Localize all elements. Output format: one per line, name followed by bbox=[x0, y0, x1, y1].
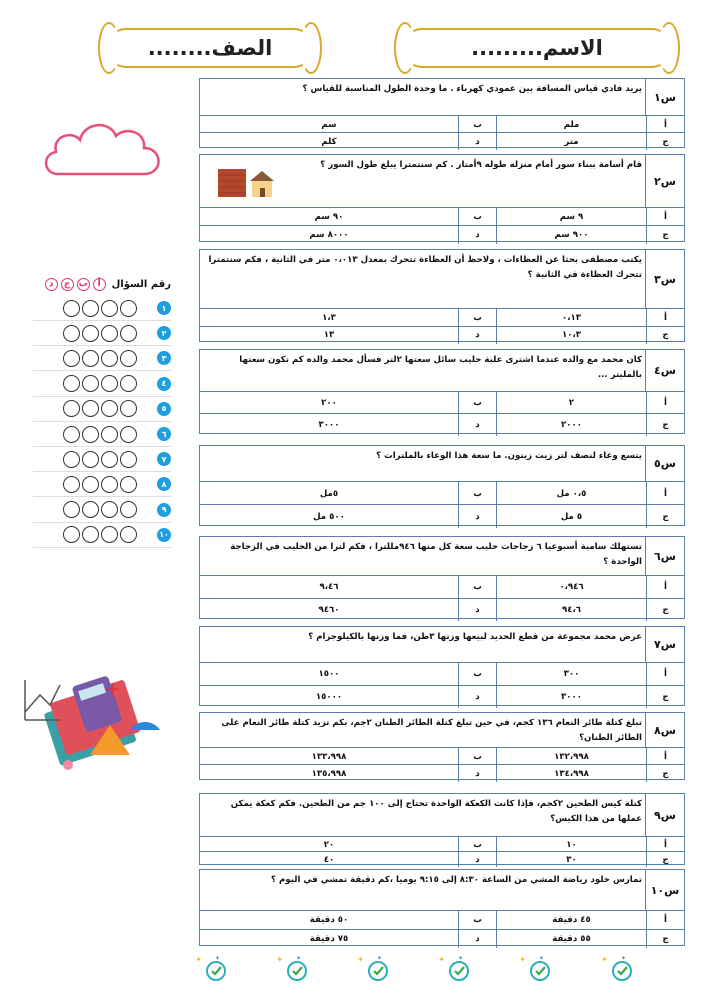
answer-bubble[interactable] bbox=[82, 476, 99, 493]
answer-bubble[interactable] bbox=[101, 350, 118, 367]
option-label: أ bbox=[646, 116, 684, 133]
house-wall-icon bbox=[218, 161, 278, 201]
question-text: يتسع وعاء لنصف لتر زيت زيتون. ما سعة هذا الوعاء بالملترات ؟ bbox=[376, 451, 642, 461]
option-label: ب bbox=[458, 309, 496, 327]
answer-sheet-row bbox=[33, 447, 171, 472]
option-d[interactable]: ٨٠٠٠ سم bbox=[309, 230, 349, 240]
answer-bubble[interactable] bbox=[101, 451, 118, 468]
svg-text:✦: ✦ bbox=[538, 955, 544, 962]
option-label: أ bbox=[646, 208, 684, 226]
answer-sheet-row bbox=[33, 346, 171, 371]
option-c[interactable]: ٣٠٠٠ bbox=[496, 686, 646, 709]
option-label: أ bbox=[646, 911, 684, 930]
question-box bbox=[199, 349, 685, 434]
letter-b-circle: ب bbox=[78, 279, 88, 289]
answer-sheet-row bbox=[33, 472, 171, 497]
answer-bubble[interactable] bbox=[120, 476, 137, 493]
answer-bubble[interactable] bbox=[101, 426, 118, 443]
option-a[interactable]: ١٣٢،٩٩٨ bbox=[496, 748, 646, 765]
option-label: ج bbox=[646, 686, 684, 709]
question-text: يريد فادي قياس المسافة بين عمودي كهرباء . ما وحدة الطول المناسبة للقياس ؟ bbox=[302, 84, 642, 94]
option-label: ب bbox=[458, 576, 496, 599]
answer-bubble[interactable] bbox=[63, 426, 80, 443]
option-label: ج bbox=[646, 599, 684, 622]
option-label: أ bbox=[646, 748, 684, 765]
answer-sheet-row bbox=[33, 296, 171, 321]
answer-bubble[interactable] bbox=[82, 350, 99, 367]
answer-row bbox=[200, 910, 684, 930]
answer-bubble[interactable] bbox=[120, 375, 137, 392]
question-text: كان محمد مع والده عندما اشترى علبة حليب سائل سعتها ٢لتر فسأل محمد والده كم تكون سعتها بالمليتر ... bbox=[239, 355, 642, 380]
option-c[interactable]: ٥ مل bbox=[496, 505, 646, 528]
class-field-frame bbox=[108, 28, 312, 68]
option-label: د bbox=[458, 765, 496, 782]
svg-text:✦: ✦ bbox=[438, 955, 445, 964]
answer-bubble[interactable] bbox=[63, 526, 80, 543]
question-text: قام أسامة ببناء سور أمام منزله طوله ٩أمتار . كم سنتمترا يبلغ طول السور ؟ bbox=[320, 160, 642, 170]
answer-row bbox=[200, 929, 684, 949]
question-text: كتلة كيس الطحين ٢كجم، فإذا كانت الكعكة الواحدة تحتاج إلى ١٠٠ جم من الطحين. فكم كعكة يمكن عملها من هذا الكيس؟ bbox=[230, 799, 642, 824]
answer-bubble[interactable] bbox=[101, 375, 118, 392]
answer-row bbox=[200, 481, 684, 505]
option-label: د bbox=[458, 686, 496, 709]
option-a[interactable]: ٠،٩٤٦ bbox=[496, 576, 646, 599]
svg-text:+: + bbox=[104, 679, 120, 700]
option-c[interactable]: ٣٠ bbox=[496, 852, 646, 867]
question-number: س٦ bbox=[645, 537, 684, 575]
question-box bbox=[199, 536, 685, 619]
answer-sheet-row bbox=[33, 422, 171, 447]
answer-row bbox=[200, 504, 684, 528]
question-number: س٩ bbox=[645, 794, 684, 836]
svg-text:✦: ✦ bbox=[276, 955, 283, 964]
option-c[interactable]: ٥٥ دقيقة bbox=[496, 930, 646, 949]
option-label: ب bbox=[458, 208, 496, 226]
option-label: ج bbox=[646, 505, 684, 528]
option-c[interactable]: ٩٤،٦ bbox=[496, 599, 646, 622]
question-number-badge: ١ bbox=[157, 301, 171, 315]
question-number: س٣ bbox=[645, 250, 684, 308]
question-text: تستهلك سامية أسبوعيا ٦ زجاجات حليب سعة كل منها ٩٤٦مللترا ، فكم لترا من الحليب في الزجاجة الواحدة ؟ bbox=[230, 542, 642, 567]
answer-bubble[interactable] bbox=[101, 400, 118, 417]
answer-bubble[interactable] bbox=[82, 375, 99, 392]
answer-bubble[interactable] bbox=[101, 325, 118, 342]
question-number: س٤ bbox=[645, 350, 684, 391]
option-a[interactable]: ٤٥ دقيقة bbox=[496, 911, 646, 930]
option-label: د bbox=[458, 599, 496, 622]
question-box bbox=[199, 249, 685, 342]
question-number: س٨ bbox=[645, 713, 684, 747]
option-d[interactable]: ٩٤٦٠ bbox=[318, 604, 340, 615]
option-b[interactable]: ١٥٠٠ bbox=[318, 669, 340, 680]
question-number-badge: ٤ bbox=[157, 377, 171, 391]
class-label: الصف........ bbox=[147, 36, 273, 60]
option-label: د bbox=[458, 133, 496, 150]
svg-text:✦: ✦ bbox=[357, 955, 364, 964]
option-label: ج bbox=[646, 765, 684, 782]
question-number: س١٠ bbox=[645, 870, 684, 910]
option-label: ج bbox=[646, 414, 684, 436]
option-b[interactable]: ١،٣ bbox=[322, 312, 336, 323]
option-a[interactable]: ٣٠٠ bbox=[496, 663, 646, 686]
cloud-icon bbox=[38, 112, 168, 192]
answer-sheet-header bbox=[33, 276, 171, 292]
option-b[interactable]: ٩٠ سم bbox=[314, 212, 344, 222]
option-d[interactable]: ١٣٥،٩٩٨ bbox=[311, 768, 347, 779]
answer-bubble[interactable] bbox=[101, 501, 118, 518]
answer-row bbox=[200, 598, 684, 622]
question-number-badge: ٩ bbox=[157, 503, 171, 517]
option-a[interactable]: ٠،٥ مل bbox=[496, 482, 646, 505]
option-label: ب bbox=[458, 837, 496, 852]
answer-bubble[interactable] bbox=[120, 400, 137, 417]
question-number-badge: ٢ bbox=[157, 326, 171, 340]
svg-text:✦: ✦ bbox=[295, 955, 301, 962]
option-label: ج bbox=[646, 852, 684, 867]
answer-row bbox=[200, 207, 684, 226]
answer-bubble[interactable] bbox=[101, 300, 118, 317]
answer-sheet-title: رقم السؤال bbox=[111, 278, 171, 290]
answer-bubble[interactable] bbox=[63, 325, 80, 342]
answer-bubble[interactable] bbox=[120, 426, 137, 443]
answer-row bbox=[200, 326, 684, 345]
option-d[interactable]: ١٥٠٠٠ bbox=[315, 691, 343, 702]
answer-bubble[interactable] bbox=[63, 300, 80, 317]
answer-row bbox=[200, 413, 684, 436]
answer-row bbox=[200, 747, 684, 765]
question-box bbox=[199, 626, 685, 706]
answer-bubble[interactable] bbox=[82, 300, 99, 317]
answer-sheet-row bbox=[33, 523, 171, 548]
option-d[interactable]: ٧٥ دقيقة bbox=[309, 933, 349, 944]
letter-c-circle: ج bbox=[61, 278, 74, 291]
option-label: أ bbox=[646, 392, 684, 414]
answer-bubble[interactable] bbox=[63, 375, 80, 392]
answer-bubble[interactable] bbox=[120, 300, 137, 317]
answer-row bbox=[200, 662, 684, 686]
option-b[interactable]: ٥مل bbox=[319, 488, 339, 499]
question-box bbox=[199, 869, 685, 946]
answer-row bbox=[200, 391, 684, 414]
option-label: ب bbox=[458, 911, 496, 930]
answer-bubble[interactable] bbox=[82, 526, 99, 543]
option-d[interactable]: ٤٠ bbox=[323, 854, 335, 865]
option-c[interactable]: ٩٠٠ سم bbox=[496, 226, 646, 244]
answer-bubble[interactable] bbox=[63, 400, 80, 417]
option-label: د bbox=[458, 505, 496, 528]
option-label: ب bbox=[458, 116, 496, 133]
answer-sheet-row bbox=[33, 397, 171, 422]
option-label: ج bbox=[646, 133, 684, 150]
question-box bbox=[199, 712, 685, 780]
answer-bubble[interactable] bbox=[63, 350, 80, 367]
answer-bubble[interactable] bbox=[82, 451, 99, 468]
answer-row bbox=[200, 132, 684, 150]
option-label: ب bbox=[458, 748, 496, 765]
answer-bubble[interactable] bbox=[120, 350, 137, 367]
name-field-frame bbox=[404, 28, 670, 68]
question-box bbox=[199, 793, 685, 865]
svg-text:✦: ✦ bbox=[376, 955, 382, 962]
answer-bubble[interactable] bbox=[63, 476, 80, 493]
svg-text:✦: ✦ bbox=[519, 955, 526, 964]
name-label: الاسم......... bbox=[471, 36, 603, 60]
option-label: أ bbox=[646, 663, 684, 686]
svg-text:✦: ✦ bbox=[601, 955, 608, 964]
question-text: تمارس خلود رياضة المشي من الساعة ٨:٣٠ إلى ٩:١٥ يوميا ،كم دقيقة تمشي في اليوم ؟ bbox=[271, 875, 642, 885]
check-badge-icon bbox=[438, 953, 473, 983]
answer-bubble[interactable] bbox=[63, 451, 80, 468]
answer-row bbox=[200, 764, 684, 782]
answer-bubble[interactable] bbox=[101, 526, 118, 543]
option-label: ج bbox=[646, 226, 684, 244]
option-c[interactable]: ١٠،٣ bbox=[496, 327, 646, 345]
answer-row bbox=[200, 308, 684, 327]
option-label: ب bbox=[458, 663, 496, 686]
option-label: د bbox=[458, 226, 496, 244]
question-text: عرض محمد مجموعة من قطع الحديد لبيعها وزنها ٣طن، فما وزنها بالكيلوجرام ؟ bbox=[308, 632, 642, 642]
check-badge-icon bbox=[601, 953, 636, 983]
svg-text:✦: ✦ bbox=[457, 955, 463, 962]
option-label: د bbox=[458, 327, 496, 345]
option-label: د bbox=[458, 414, 496, 436]
option-label: أ bbox=[646, 482, 684, 505]
question-box bbox=[199, 78, 685, 148]
option-c[interactable]: متر bbox=[496, 133, 646, 150]
check-badge-icon bbox=[357, 953, 392, 983]
math-books-icon bbox=[20, 660, 170, 770]
check-badge-icon bbox=[519, 953, 554, 983]
question-number-badge: ٧ bbox=[157, 452, 171, 466]
question-number: س٥ bbox=[645, 446, 684, 481]
answer-bubble[interactable] bbox=[82, 501, 99, 518]
answer-row bbox=[200, 575, 684, 599]
option-b[interactable]: ٩،٤٦ bbox=[319, 582, 339, 593]
answer-row bbox=[200, 836, 684, 852]
answer-row bbox=[200, 851, 684, 867]
option-label: د bbox=[458, 852, 496, 867]
option-c[interactable]: ٢٠٠٠ bbox=[496, 414, 646, 436]
answer-bubble[interactable] bbox=[63, 501, 80, 518]
option-b[interactable]: سم bbox=[321, 119, 337, 130]
option-d[interactable]: ٣٠٠٠ bbox=[318, 420, 340, 430]
option-c[interactable]: ١٣٤،٩٩٨ bbox=[496, 765, 646, 782]
option-b[interactable]: ٥٠ دقيقة bbox=[309, 915, 349, 926]
option-label: ب bbox=[458, 482, 496, 505]
option-d[interactable]: ١٣ bbox=[323, 330, 335, 341]
question-number: س٧ bbox=[645, 627, 684, 662]
option-d[interactable]: ٥٠٠ مل bbox=[313, 511, 345, 522]
answer-sheet-row bbox=[33, 372, 171, 397]
option-label: ب bbox=[458, 392, 496, 414]
answer-row bbox=[200, 685, 684, 709]
option-a[interactable]: ٢ bbox=[496, 392, 646, 414]
answer-bubble[interactable] bbox=[82, 426, 99, 443]
option-d[interactable]: كلم bbox=[321, 136, 337, 147]
question-box bbox=[199, 154, 685, 242]
question-box bbox=[199, 445, 685, 526]
option-a[interactable]: ملم bbox=[496, 116, 646, 133]
check-badge-icon bbox=[195, 953, 230, 983]
option-label: أ bbox=[646, 837, 684, 852]
question-number-badge: ١٠ bbox=[157, 528, 171, 542]
option-label: أ bbox=[646, 309, 684, 327]
option-a[interactable]: ٠،١٣ bbox=[496, 309, 646, 327]
option-a[interactable]: ٩ سم bbox=[496, 208, 646, 226]
answer-bubble[interactable] bbox=[120, 501, 137, 518]
question-number-badge: ٨ bbox=[157, 477, 171, 491]
answer-bubble[interactable] bbox=[120, 526, 137, 543]
answer-bubble[interactable] bbox=[101, 476, 118, 493]
option-b[interactable]: ٢٠٠ bbox=[321, 398, 337, 408]
letter-d-circle: د bbox=[45, 278, 58, 291]
question-number: س١ bbox=[645, 79, 684, 115]
question-text: تبلغ كتلة طائر النعام ١٣٦ كجم، في حين تبلغ كتلة الطائر الطنان ٢جم، بكم تزيد كتلة طائر النعام على الطائر الطنان؟ bbox=[221, 718, 642, 743]
answer-bubble[interactable] bbox=[120, 325, 137, 342]
option-label: د bbox=[458, 930, 496, 949]
answer-row bbox=[200, 225, 684, 244]
question-text: يكتب مصطفى بحثا عن العظاءات ، ولاحظ أن العظاءة تتحرك بمعدل ٠،٠١٣ متر في الثانية ، فكم سنتمترا تتحرك العظاءة في الثانية ؟ bbox=[208, 255, 642, 280]
answer-bubble[interactable] bbox=[120, 451, 137, 468]
question-number-badge: ٦ bbox=[157, 427, 171, 441]
svg-text:✦: ✦ bbox=[195, 955, 202, 964]
question-number: س٢ bbox=[645, 155, 684, 207]
question-number-badge: ٣ bbox=[157, 351, 171, 365]
answer-sheet-row bbox=[33, 321, 171, 346]
option-b[interactable]: ١٣٣،٩٩٨ bbox=[311, 751, 347, 762]
answer-bubble[interactable] bbox=[82, 325, 99, 342]
answer-row bbox=[200, 115, 684, 133]
question-number-badge: ٥ bbox=[157, 402, 171, 416]
svg-text:✦: ✦ bbox=[620, 955, 626, 962]
letter-a-circle: أ bbox=[93, 278, 106, 291]
option-a[interactable]: ١٠ bbox=[496, 837, 646, 852]
option-label: ج bbox=[646, 930, 684, 949]
answer-bubble[interactable] bbox=[82, 400, 99, 417]
option-label: ج bbox=[646, 327, 684, 345]
answer-sheet-row bbox=[33, 498, 171, 523]
option-b[interactable]: ٢٠ bbox=[323, 839, 335, 850]
check-badge-icon bbox=[276, 953, 311, 983]
option-label: أ bbox=[646, 576, 684, 599]
svg-text:✦: ✦ bbox=[214, 955, 220, 962]
